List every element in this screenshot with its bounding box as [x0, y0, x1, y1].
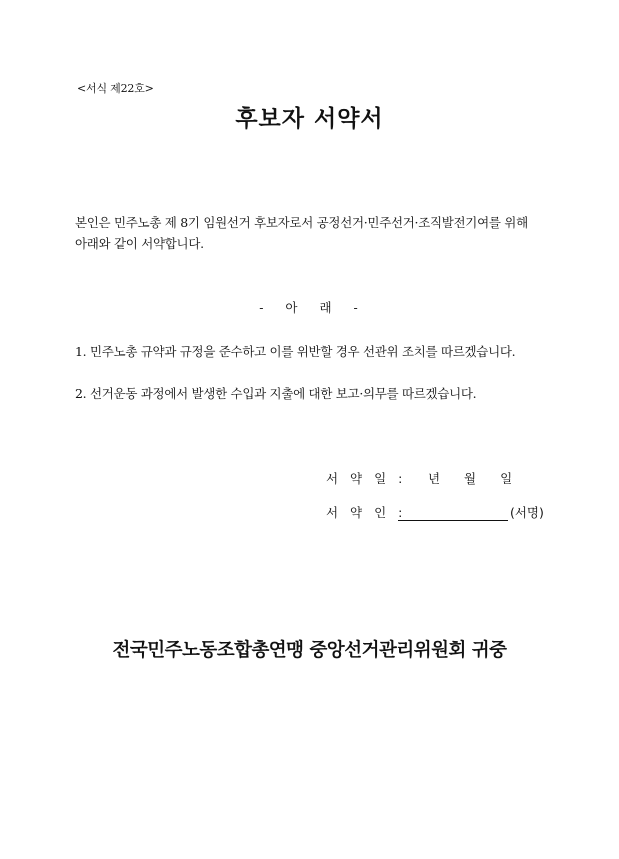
- pledger-row: [326, 503, 544, 521]
- pledge-date-label: 서 약 일 :: [326, 471, 407, 486]
- form-number: <서식 제22호>: [77, 82, 154, 95]
- pledge-date-parts: 년 월 일: [427, 471, 513, 486]
- pledge-item-1: 1. 민주노총 규약과 규정을 준수하고 이를 위반할 경우 선관위 조치를 따르겠습니다.: [75, 344, 516, 359]
- intro-line-1: 본인은 민주노총 제 8기 임원선거 후보자로서 공정선거·민주선거·조직발전기여를 위해: [75, 215, 528, 230]
- pledge-date-row: [326, 469, 512, 487]
- intro-line-2: 아래와 같이 서약합니다.: [75, 236, 204, 251]
- signature-mark: (서명): [509, 505, 544, 520]
- signature-line: [398, 507, 508, 521]
- section-heading: - 아 래 -: [259, 300, 360, 315]
- pledge-item-2: 2. 선거운동 과정에서 발생한 수입과 지출에 대한 보고·의무를 따르겠습니다.: [75, 386, 477, 401]
- issuer-recipient: 전국민주노동조합총연맹 중앙선거관리위원회 귀중: [112, 640, 507, 661]
- document-title: 후보자 서약서: [235, 106, 384, 132]
- pledger-label: 서 약 인 :: [326, 505, 407, 520]
- intro-paragraph: [75, 212, 555, 254]
